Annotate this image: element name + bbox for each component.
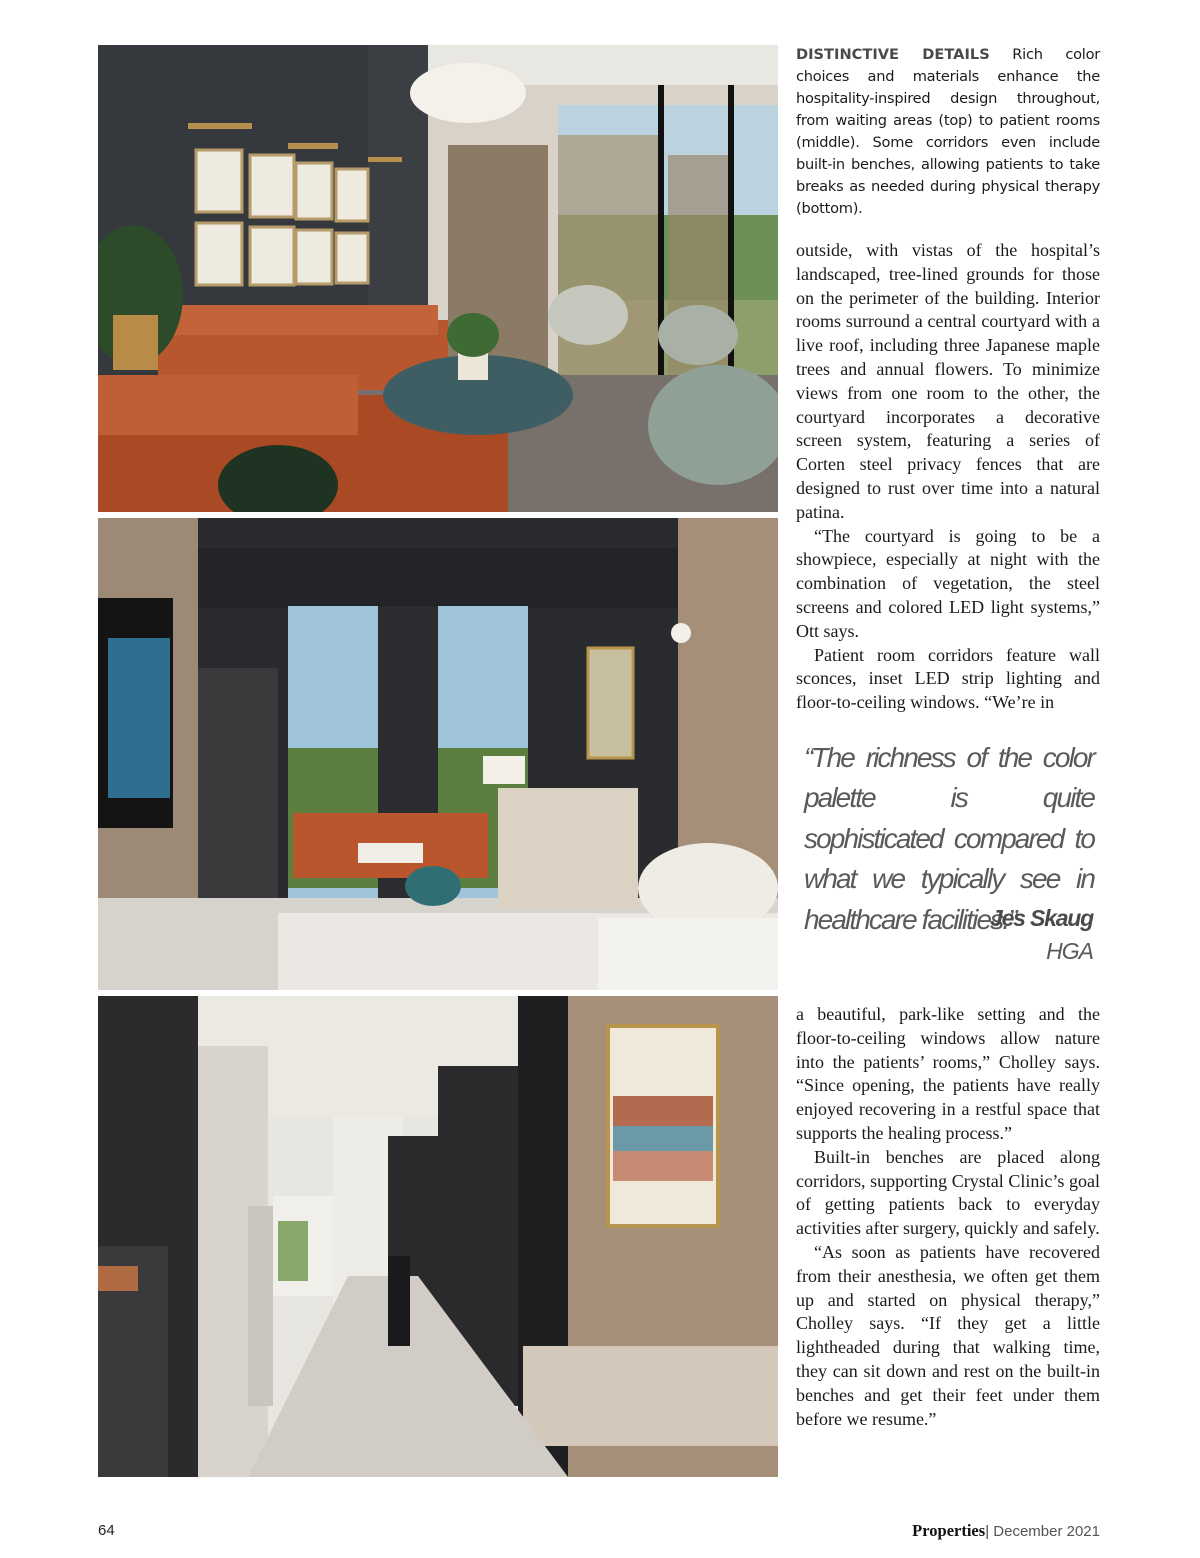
- paragraph: “The courtyard is going to be a showpiece, especially at night with the combination of vegetation, the steel screens and colored LED light systems,” Ott says.: [796, 525, 1100, 641]
- paragraph: Built-in benches are placed along corridors, supporting Crystal Clinic’s goal of getting patients back to everyday activities after surgery, quickly and safely.: [796, 1146, 1100, 1239]
- photo-waiting-area: [98, 45, 778, 512]
- article-column-a: [796, 239, 1100, 715]
- photo-corridor: [98, 996, 778, 1477]
- paragraph: a beautiful, park-like setting and the floor-to-ceiling windows allow nature into the patients’ rooms,” Cholley says. “Since opening, the patients have really enjoyed recovering in a restful space that supports the healing process.”: [796, 1004, 1100, 1143]
- photo-patient-room: [98, 518, 778, 990]
- page-footer: [912, 1521, 1100, 1541]
- page-number: 64: [98, 1522, 115, 1539]
- waiting-area-illustration: [98, 45, 778, 512]
- quote-attribution-org: HGA: [1046, 938, 1093, 964]
- issue-date: December 2021: [993, 1523, 1100, 1540]
- quote-attribution-name: Jes Skaug: [990, 905, 1093, 931]
- corridor-illustration: [98, 996, 778, 1477]
- pull-quote: “The richness of the color palette is quite sophisticated compared to what we typically see in healthcare facilities.”: [804, 742, 1094, 935]
- magazine-name: Properties: [912, 1521, 986, 1540]
- caption-text: Rich color choices and materials enhance the hospitality-inspired design throughout, from waiting areas (top) to patient rooms (middle). Some corridors even include built-in benches, allowing patients to take breaks as needed during physical therapy (bottom).: [796, 46, 1101, 217]
- patient-room-illustration: [98, 518, 778, 990]
- paragraph: Patient room corridors feature wall sconces, inset LED strip lighting and floor-to-ceiling windows. “We’re in: [796, 644, 1100, 713]
- photo-caption: [796, 44, 1100, 220]
- paragraph: outside, with vistas of the hospital’s landscaped, tree-lined grounds for those on the perimeter of the building. Interior rooms surround a central courtyard with a live roof, including three Japanese maple trees and annual flowers. To minimize views from one room to the other, the courtyard incorporates a decorative screen system, featuring a series of Corten steel privacy fences that are designed to rust over time into a natural patina.: [796, 240, 1100, 522]
- paragraph: “As soon as patients have recovered from their anesthesia, we often get them up and started on physical therapy,” Cholley says. “If they get a little lightheaded during that walking time, they can sit down and rest on the built-in benches and get their feet under them before we resume.”: [796, 1241, 1100, 1429]
- footer-separator: |: [985, 1523, 990, 1540]
- article-column-b: [796, 1003, 1100, 1431]
- caption-lead: DISTINCTIVE DETAILS: [796, 46, 990, 63]
